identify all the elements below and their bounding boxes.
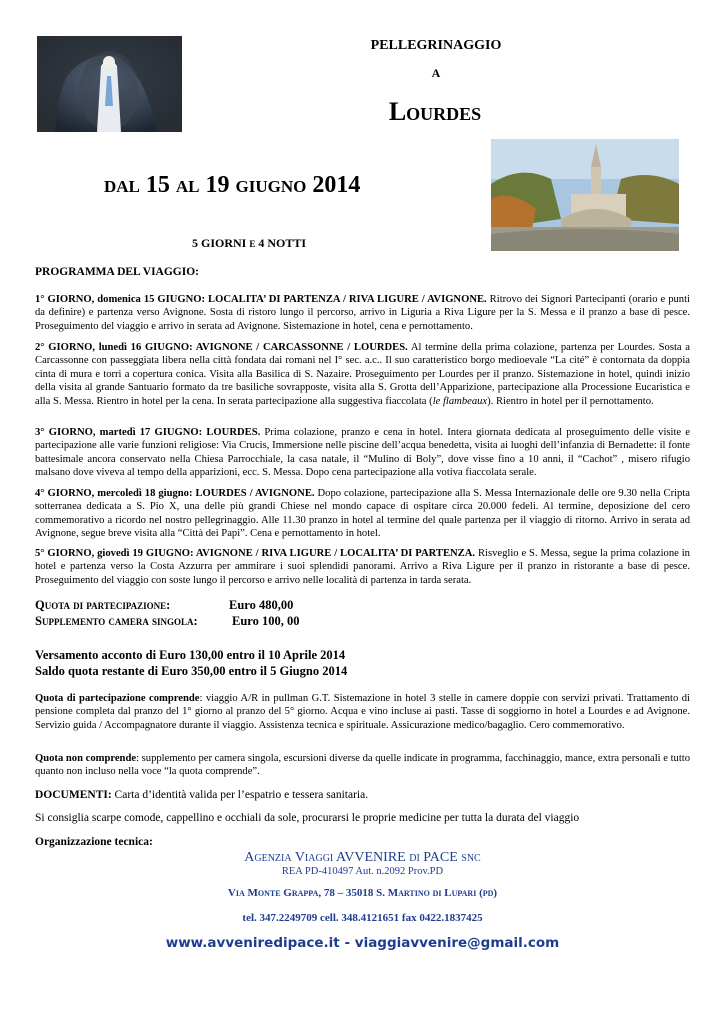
day-2-italic: le flambeaux [432, 395, 488, 407]
trip-duration [192, 236, 306, 251]
organizer-label: Organizzazione tecnica: [35, 836, 153, 848]
deposit-line: Versamento acconto di Euro 130,00 entro il 10 Aprile 2014 [35, 648, 346, 662]
program-title: PROGRAMMA DEL VIAGGIO: [35, 266, 199, 278]
day-3-paragraph [35, 426, 690, 480]
documents-label: DOCUMENTI: [35, 789, 112, 801]
day-1-heading: 1° GIORNO, domenica 15 GIUGNO: LOCALITA’ DI PARTENZA / RIVA LIGURE / AVIGNONE. [35, 294, 487, 305]
includes-text: : viaggio A/R in pullman G.T. Sistemazione in hotel 3 stelle in camere doppie con servizi privati. Trattamento di pensione completa dal pranzo del 1° giorno al pranzo del 5° giorno. Acqua e vino incluse ai pasti. Tasse di soggiorno in hotel a Lourdes e ad Avignone. Servizio guida / Accompagnatore durante il viaggio. Assistenza tecnica e spirituale. Assicurazione medico/bagaglio. Cero commemorativo. [35, 693, 690, 731]
includes-paragraph [35, 692, 690, 732]
day-2-paragraph [35, 341, 690, 408]
day-4-paragraph [35, 487, 690, 541]
day-3-text: Prima colazione, pranzo e cena in hotel. Intera giornata dedicata al proseguimento delle visite e partecipazione alle varie funzioni religiose: Via Crucis, Immersione nelle piscine dell’acqua benedetta, visita ai luoghi dell’infanzia di Bernadette: il fonte battesimale ancora conservato nella Chiesa Parrocchiale, la casa natale, il “Mulino di Boly”, dove visse fino a 10 anni, il “Cachot” , misero rifugio malsano dove viveva al tempo della apparizioni, ecc. S. Messa. Dopo cena partecipazione alla votiva fiaccolata serale. [35, 427, 690, 479]
day-5-heading: 5° GIORNO, giovedì 19 GIUGNO: AVIGNONE / RIVA LIGURE / LOCALITA’ DI PARTENZA. [35, 548, 476, 559]
documents-paragraph [35, 789, 690, 802]
day-4-heading: 4° GIORNO, mercoledì 18 giugno: LOURDES / AVIGNONE. [35, 488, 315, 499]
quota-value: Euro 480,00 [229, 598, 294, 612]
header-lourdes: Lourdes [388, 97, 482, 126]
day-2-text: Al termine della prima colazione, partenza per Lourdes. Sosta a Carcassonne con passeggiata libera nella città fondata dai romani nel I° sec. a.c.. Il suo caratteristico borgo medioevale “La cité” è contornata da doppia cinta di mura e torri a copertura conica. Visita alla Basilica di S. Nazaire. Proseguimento per Lourdes per il pranzo. Sistemazione in hotel, quindi inizio della visita al grande Santuario formato da tre basiliche sovrapposte, visita alla S. Grotta dell’Apparizione, partecipazione alla Processione Eucaristica e alla S. Messa. Rientro in hotel per la cena. In serata partecipazione alla suggestiva fiaccolata ( [35, 342, 690, 407]
agency-web-email[interactable]: www.avveniredipace.it - viaggiavvenire@gmail.com [165, 935, 560, 951]
day-1-text: Ritrovo dei Signori Partecipanti (orario e punti da definire) e partenza verso Avignone. Sosta di ristoro lungo il percorso, arrivo in Liguria a Riva Ligure per la S. Messa e il pranzo a base di pesce. Proseguimento del viaggio e arrivo in serata ad Avignone. Sistemazione in hotel, cena e pernottamento. [35, 294, 690, 332]
day-4-text: Dopo colazione, partecipazione alla S. Messa Internazionale delle ore 9.30 nella Cripta sotterranea dedicata a S. Pio X, una delle più grandi Chiese nel mondo capace di ospitare circa 20.000 fedeli. Al termine, deposizione del cero commemorativo a ricordo nel nostro pellegrinaggio. Alle 11.30 pranzo in hotel al termine del quale partenza per il viaggio di ritorno. Arrivo in serata ad Avignone, segue breve visita alla “Città dei Papi”. Cena e pernottamento in hotel. [35, 488, 690, 540]
supplement-label: Supplemento camera singola: [35, 614, 198, 628]
agency-name: Agenzia Viaggi AVVENIRE di PACE snc [244, 850, 481, 865]
lourdes-basilica-photo [491, 139, 679, 251]
agency-rea: REA PD-410497 Aut. n.2092 Prov.PD [281, 866, 444, 877]
day-5-paragraph [35, 547, 690, 587]
trip-dates: dal 15 al 19 giugno 2014 [104, 172, 361, 198]
balance-line: Saldo quota restante di Euro 350,00 entro il 5 Giugno 2014 [35, 664, 348, 678]
lourdes-grotto-photo [37, 36, 182, 132]
duration-and: E [249, 239, 256, 249]
header-a: A [431, 66, 441, 80]
day-2-heading: 2° GIORNO, lunedì 16 GIUGNO: AVIGNONE / CARCASSONNE / LOURDES. [35, 342, 408, 353]
day-2-text-end: ). Rientro in hotel per il pernottamento. [487, 395, 654, 407]
duration-days: 5 GIORNI [192, 236, 247, 250]
header-pilgrimage: PELLEGRINAGGIO [370, 38, 502, 53]
day-1-paragraph [35, 293, 690, 333]
includes-label: Quota di partecipazione comprende [35, 693, 200, 704]
day-3-heading: 3° GIORNO, martedì 17 GIUGNO: LOURDES. [35, 427, 261, 438]
excludes-label: Quota non comprende [35, 753, 137, 764]
quota-label: Quota di partecipazione: [35, 598, 171, 612]
documents-text: Carta d’identità valida per l’espatrio e tessera sanitaria. [111, 789, 369, 801]
excludes-paragraph [35, 752, 690, 779]
agency-address: Via Monte Grappa, 78 – 35018 S. Martino di Lupari (pd) [227, 887, 498, 899]
advice-text: Si consiglia scarpe comode, cappellino e occhiali da sole, procurarsi le proprie medicine per tutta la durata del viaggio [35, 812, 580, 824]
supplement-value: Euro 100, 00 [232, 614, 300, 628]
day-5-text: Risveglio e S. Messa, segue la prima colazione in hotel e partenza verso la Costa Azzurra per ammirare i suoi splendidi panorami. Arrivo a Riva Ligure per il pranzo in ristorante a base di pesce. Proseguimento del viaggio con soste lungo il percorso e arrivo nelle località di partenza in tarda serata. [35, 548, 690, 586]
agency-phones: tel. 347.2249709 cell. 348.4121651 fax 0422.1837425 [242, 912, 483, 924]
duration-nights: 4 NOTTI [258, 236, 307, 250]
excludes-text: : supplemento per camera singola, escursioni diverse da quelle indicate in programma, facchinaggio, mance, extra personali e tutto quanto non incluso nella voce “la quota comprende”. [35, 753, 691, 778]
